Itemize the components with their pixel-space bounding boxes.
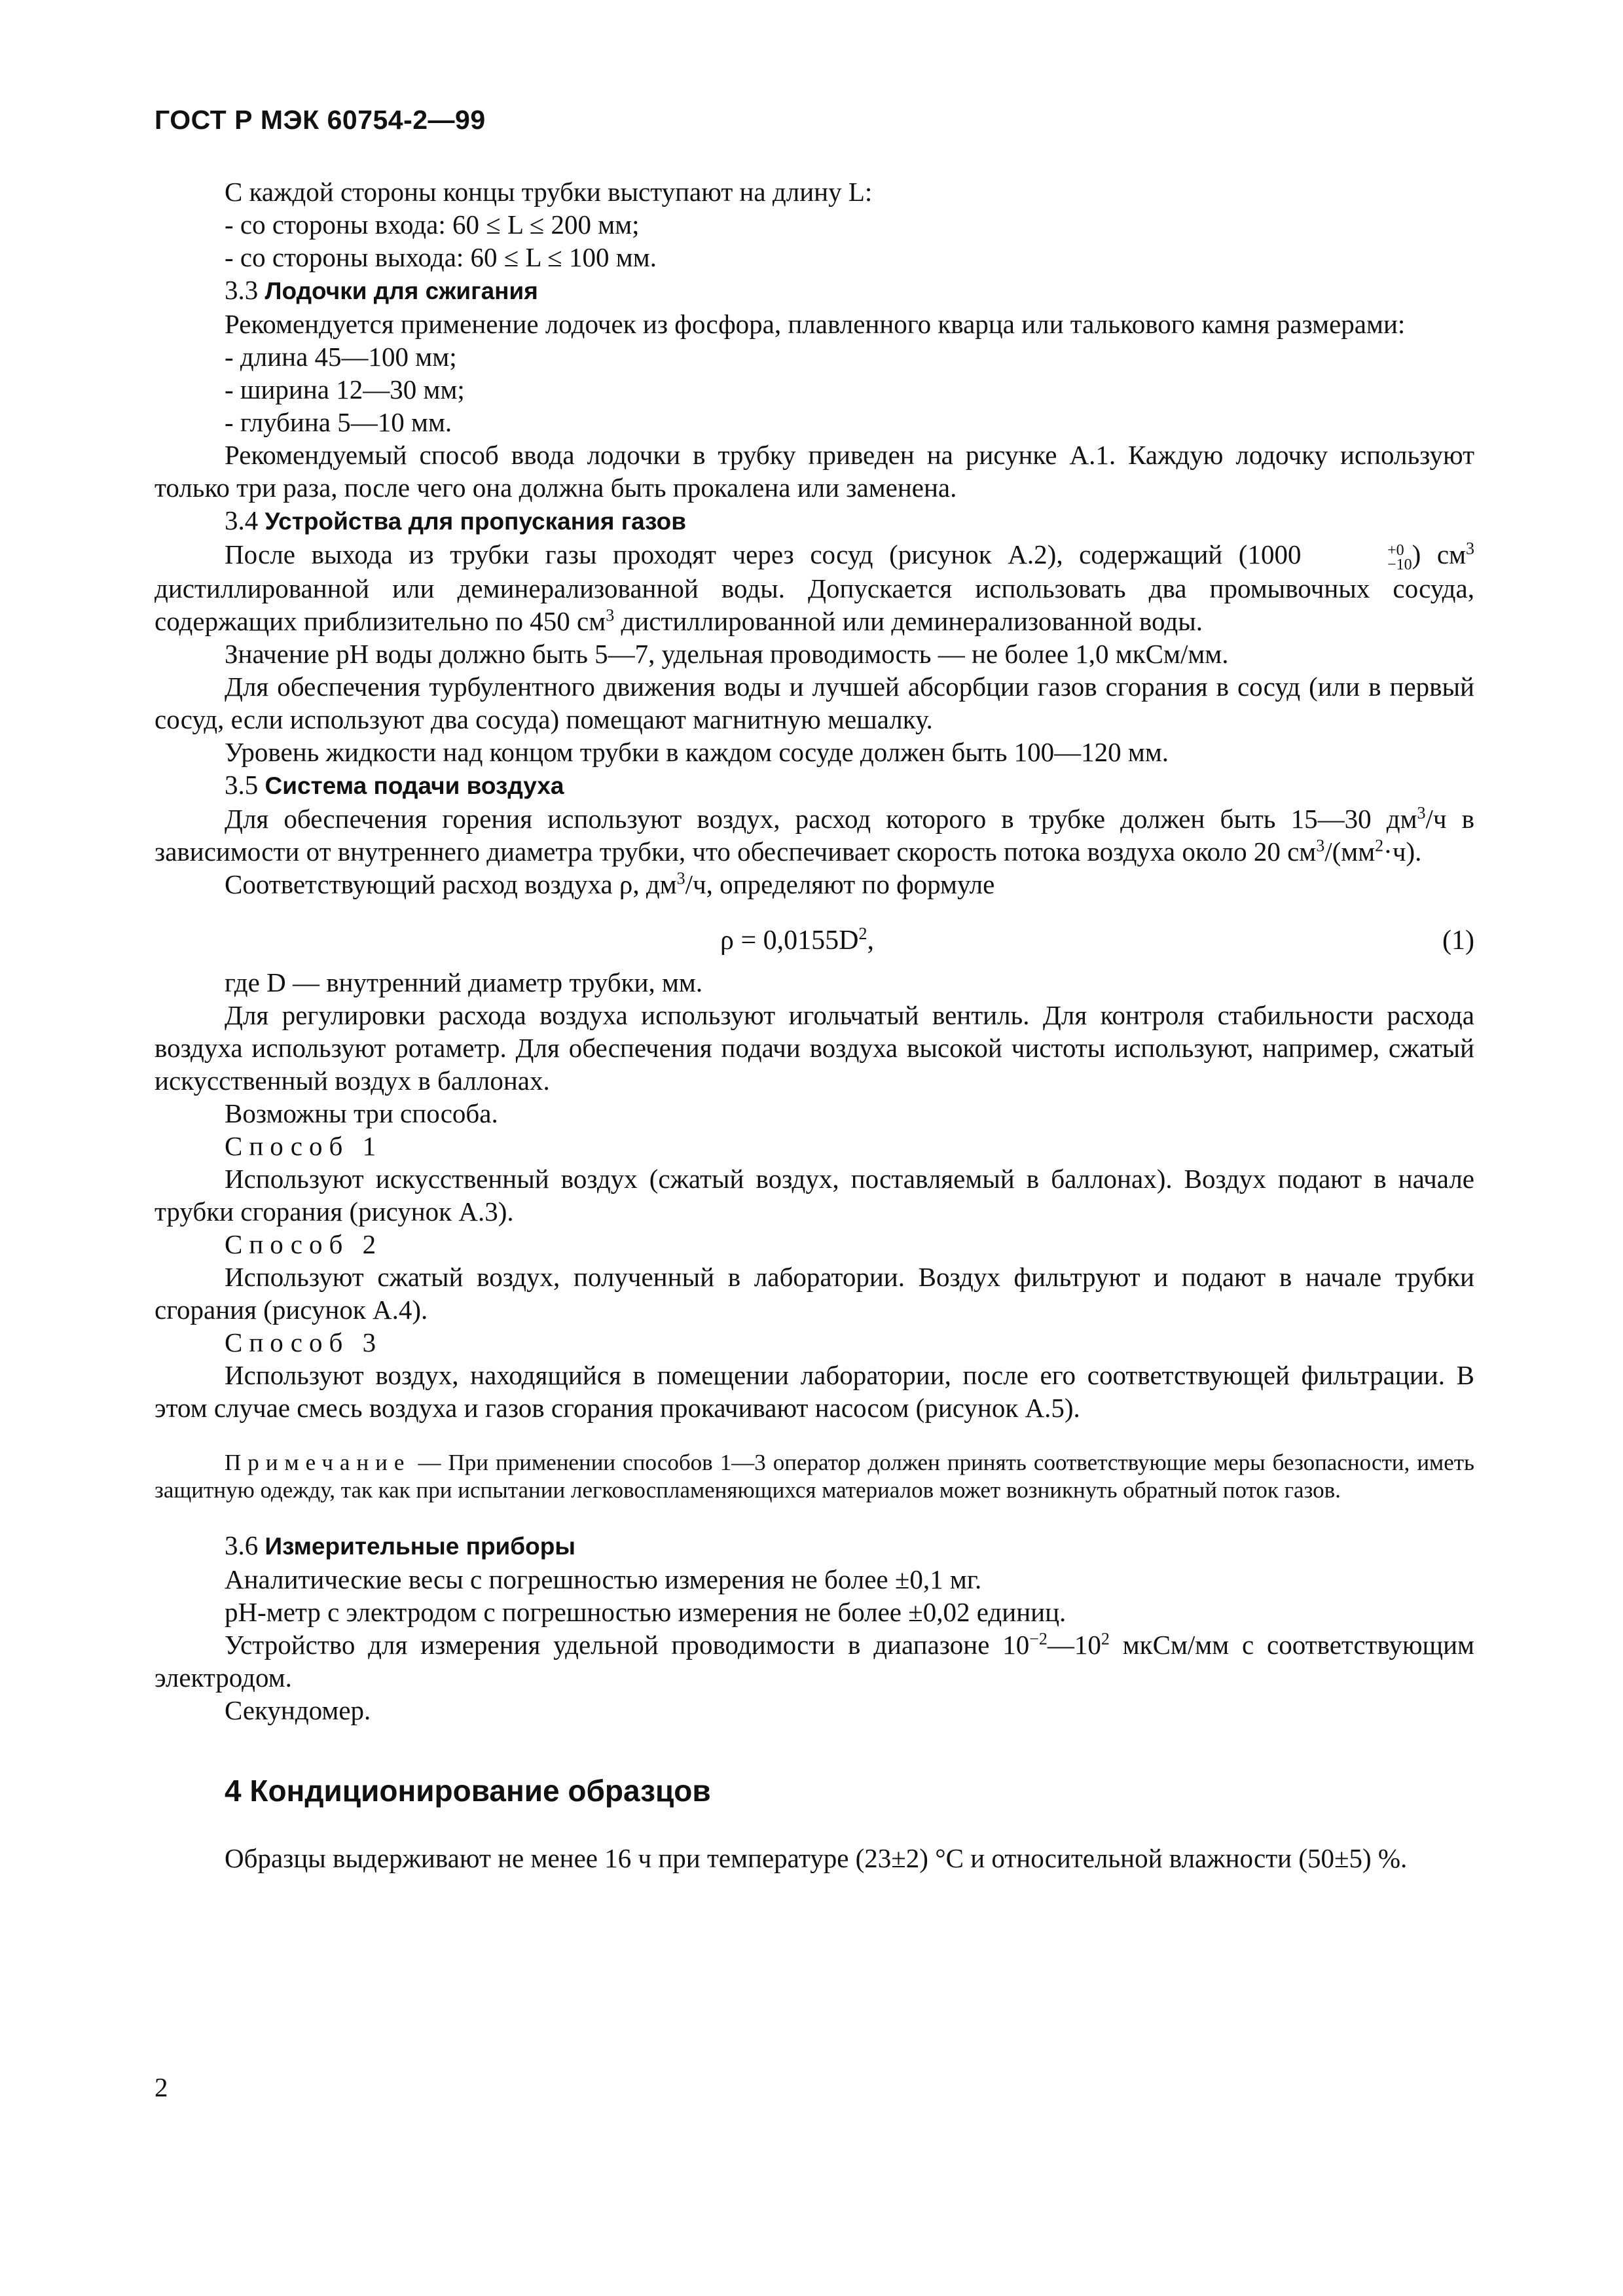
- list-item: - ширина 12—30 мм;: [225, 374, 465, 404]
- section-3-6-paragraph-3: Устройство для измерения удельной проводимости в диапазоне $10^{-2}—10^2$ мкСм/мм с соответствующим электродом.: [155, 1628, 1475, 1693]
- section-3-4-paragraph-3: Для обеспечения турбулентного движения воды и лучшей абсорбции газов сгорания в сосуд (или в первый сосуд, если используют два сосуда) помещают магнитную мешалку.: [155, 671, 1474, 734]
- formula-1: [155, 901, 1474, 966]
- list-item: - длина 45—100 мм;: [225, 342, 457, 372]
- section-3-5-paragraph-2: Соответствующий расход воздуха ρ, $дм^3/ч$, определяют по формуле: [225, 868, 995, 899]
- section-3-4-paragraph-1: После выхода из трубки газы проходят через сосуд (рисунок А.2), содержащий (1000 +0 −10 ) $см^3$ дистиллированной или деминерализованной воды. Допускается использовать два промывочных сосуда, содержащих приблизительно по 450 $см^3$ дистиллированной или деминерализованной воды.: [155, 539, 1475, 636]
- intro-line-1: С каждой стороны концы трубки выступают на длину L:: [225, 177, 873, 207]
- list-item: - глубина 5—10 мм.: [225, 407, 452, 437]
- section-3-3-paragraph-2: Рекомендуемый способ ввода лодочки в трубку приведен на рисунке А.1. Каждую лодочку используют только три раза, после чего она должна быть прокалена или заменена.: [155, 440, 1474, 503]
- section-3-6-paragraph-1: Аналитические весы с погрешностью измерения не более ±0,1 мг.: [225, 1564, 982, 1594]
- method-3-text: Используют воздух, находящийся в помещении лаборатории, после его соответствующей фильтрации. В этом случае смесь воздуха и газов сгорания прокачивают насосом (рисунок А.5).: [155, 1359, 1474, 1423]
- section-3-5-paragraph-5: Возможны три способа.: [225, 1098, 498, 1128]
- method-2-text: Используют сжатый воздух, полученный в лаборатории. Воздух фильтруют и подают в начале трубки сгорания (рисунок А.4).: [155, 1261, 1474, 1325]
- section-3-5-paragraph-3: где D — внутренний диаметр трубки, мм.: [225, 967, 703, 997]
- formula-expression: $\rho = 0,0155D^2$,: [720, 924, 874, 956]
- method-1-text: Используют искусственный воздух (сжатый воздух, поставляемый в баллонах). Воздух подают в начале трубки сгорания (рисунок А.3).: [155, 1163, 1474, 1227]
- section-3-4-paragraph-4: Уровень жидкости над концом трубки в каждом сосуде должен быть 100—120 мм.: [225, 736, 1169, 767]
- section-3-5-heading: 3.5 Система подачи воздуха: [225, 769, 564, 800]
- method-2-label: Способ 2: [225, 1229, 383, 1259]
- page-number: 2: [155, 2072, 168, 2102]
- method-3-label: Способ 3: [225, 1327, 383, 1357]
- section-3-5-paragraph-1: Для обеспечения горения используют воздух, расход которого в трубке должен быть 15—30 $дм^3/ч$ в зависимости от внутреннего диаметра трубки, что обеспечивает скорость потока воздуха около 20 $см^3/(мм^2\cdot ч)$.: [155, 802, 1474, 867]
- section-3-4-paragraph-2: Значение pH воды должно быть 5—7, удельная проводимость — не более 1,0 мкСм/мм.: [225, 638, 1229, 669]
- section-4-heading: 4 Кондиционирование образцов: [225, 1773, 711, 1808]
- method-1-label: Способ 1: [225, 1130, 383, 1161]
- document-header: ГОСТ Р МЭК 60754-2—99: [155, 105, 486, 135]
- section-4-paragraph-1: Образцы выдерживают не менее 16 ч при температуре (23±2) °С и относительной влажности (50±5) %.: [225, 1842, 1408, 1873]
- note: Примечание — При применении способов 1—3 оператор должен принять соответствующие меры безопасности, иметь защитную одежду, так как при испытании легковоспламеняющихся материалов может возникнуть обратный поток газов.: [155, 1449, 1474, 1503]
- section-3-3-heading: 3.3 Лодочки для сжигания: [225, 275, 538, 305]
- formula-number: (1): [1442, 925, 1474, 956]
- section-3-6-paragraph-4: Секундомер.: [225, 1695, 371, 1725]
- intro-line-2: - со стороны входа: 60 ≤ L ≤ 200 мм;: [225, 209, 640, 240]
- section-3-6-paragraph-2: pH-метр с электродом с погрешностью измерения не более ±0,02 единиц.: [225, 1596, 1067, 1627]
- section-3-6-heading: 3.6 Измерительные приборы: [225, 1530, 575, 1560]
- intro-line-3: - со стороны выхода: 60 ≤ L ≤ 100 мм.: [225, 242, 657, 272]
- section-3-3-paragraph-1: Рекомендуется применение лодочек из фосфора, плавленного кварца или талькового камня размерами:: [225, 309, 1406, 339]
- section-3-5-paragraph-4: Для регулировки расхода воздуха используют игольчатый вентиль. Для контроля стабильности расхода воздуха используют ротаметр. Для обеспечения подачи воздуха высокой чистоты используют, например, сжатый искусственный воздух в баллонах.: [155, 999, 1474, 1096]
- document-body: [155, 175, 1474, 1874]
- section-3-4-heading: 3.4 Устройства для пропускания газов: [225, 505, 686, 535]
